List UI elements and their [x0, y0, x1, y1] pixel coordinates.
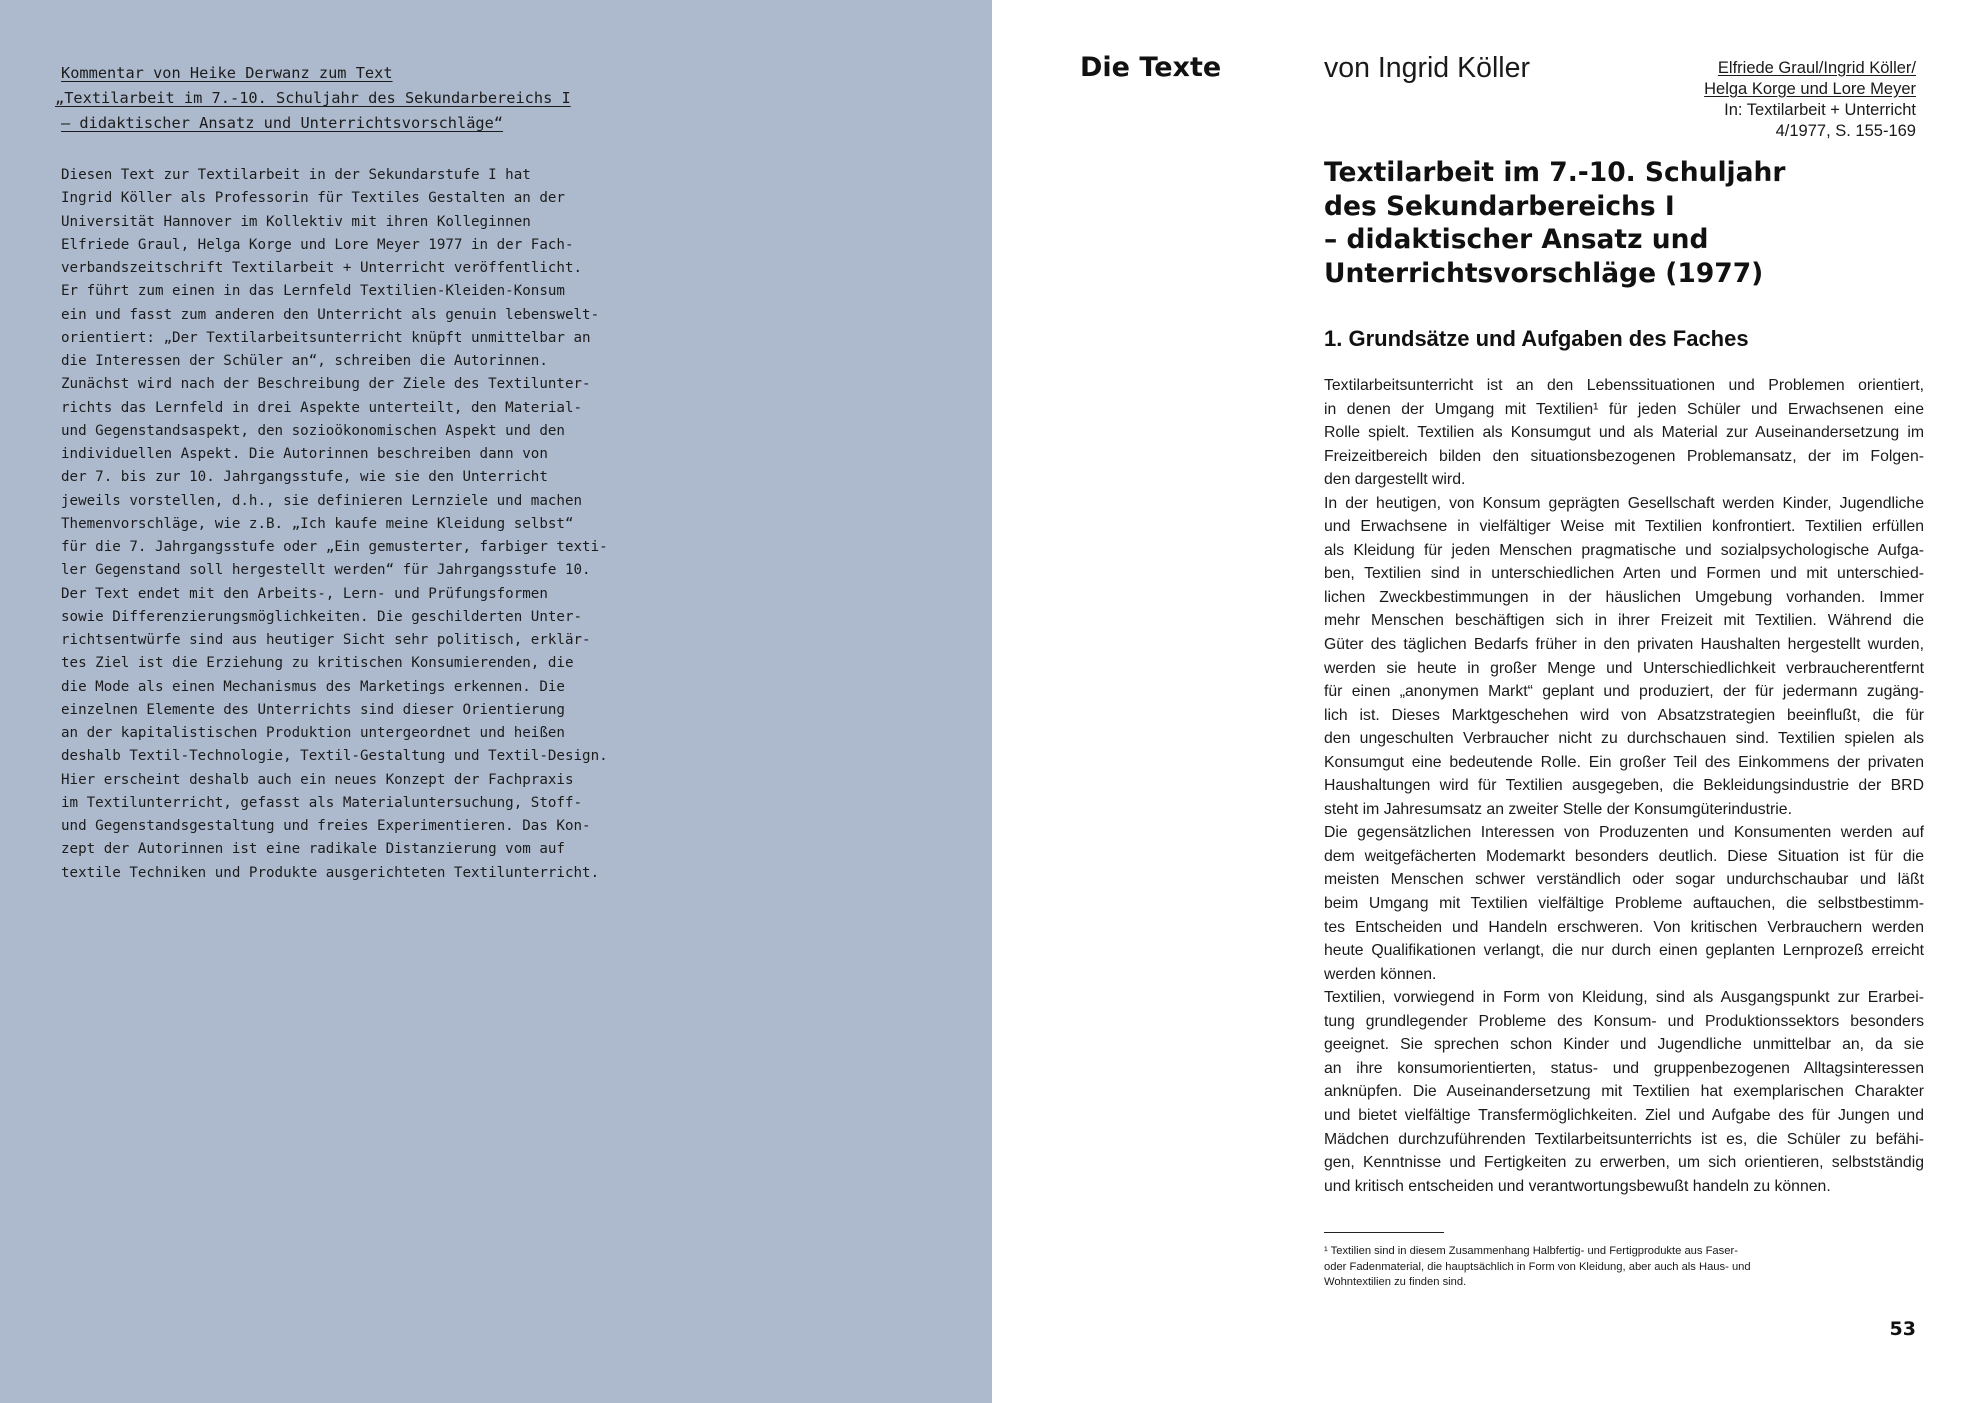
title-line: Textilarbeit im 7.-10. Schuljahr: [1324, 157, 1786, 188]
body-line: Haushaltungen wird für Textilien ausgegeben, die Bekleidungsindustrie der BRD: [1324, 777, 1924, 795]
commentary-body: [61, 164, 621, 885]
body-line: Konsumgut eine bedeutende Rolle. Ein großer Teil des Einkommens der privaten: [1324, 753, 1924, 771]
commentary-line: die Interessen der Schüler an“, schreiben die Autorinnen.: [61, 353, 548, 369]
body-line: tung grundlegender Probleme des Konsum- und Produktionssektors besonders: [1324, 1012, 1924, 1030]
source-line: Helga Korge und Lore Meyer: [1704, 80, 1916, 98]
commentary-line: richtsentwürfe sind aus heutiger Sicht sehr politisch, erklär-: [61, 632, 591, 648]
commentary-line: Er führt zum einen in das Lernfeld Textilien-Kleiden-Konsum: [61, 283, 565, 300]
commentary-line: die Mode als einen Mechanismus des Marketings erkennen. Die: [61, 678, 565, 695]
body-line: Die gegensätzlichen Interessen von Produzenten und Konsumenten werden auf: [1324, 824, 1924, 842]
footnote-line: ¹ Textilien sind in diesem Zusammenhang Halbfertig- und Fertigprodukte aus Faser-: [1324, 1245, 1738, 1257]
body-line: Textilien, vorwiegend in Form von Kleidung, sind als Ausgangspunkt zur Erarbei-: [1324, 989, 1924, 1007]
title-line: – didaktischer Ansatz und: [1324, 224, 1709, 255]
author-label: von Ingrid Köller: [1324, 52, 1530, 84]
commentary-line: einzelnen Elemente des Unterrichts sind dieser Orientierung: [61, 701, 565, 718]
body-line: mehr Menschen beschäftigen sich in ihrer Freizeit mit Textilien. Während die: [1324, 612, 1924, 630]
commentary-line: Themenvorschläge, wie z.B. „Ich kaufe meine Kleidung selbst“: [61, 515, 574, 532]
body-line: steht im Jahresumsatz an zweiter Stelle der Konsumgüterindustrie.: [1324, 800, 1792, 818]
body-line: Textilarbeitsunterricht ist an den Lebenssituationen und Problemen orientiert,: [1324, 377, 1924, 394]
commentary-heading: [55, 61, 621, 136]
body-line: gen, Kenntnisse und Fertigkeiten zu erwerben, um sich orientieren, selbstständig: [1324, 1154, 1924, 1172]
body-line: und Erwachsene in vielfältiger Weise mit Textilien konfrontiert. Textilien erfüllen: [1324, 518, 1924, 536]
commentary-line: richts das Lernfeld in drei Aspekte unterteilt, den Material-: [61, 399, 583, 416]
body-line: Freizeitbereich bilden den situationsbezogenen Problemansatz, der im Folgen-: [1324, 447, 1924, 465]
commentary-heading-line: Kommentar von Heike Derwanz zum Text: [61, 64, 393, 82]
section-heading: 1. Grundsätze und Aufgaben des Faches: [1324, 326, 1749, 351]
body-line: meisten Menschen schwer verständlich oder sogar undurchschaubar und läßt: [1324, 871, 1924, 889]
footnote-line: Wohntextilien zu finden sind.: [1324, 1276, 1467, 1288]
commentary-line: Ingrid Köller als Professorin für Textiles Gestalten an der: [61, 190, 565, 207]
body-line: werden sie heute in großer Menge und Unterschiedlichkeit verbraucherentfernt: [1324, 659, 1924, 677]
title-line: des Sekundarbereichs I: [1324, 190, 1675, 222]
body-line: den dargestellt wird.: [1324, 471, 1466, 489]
body-line: dem weitgefächerten Modemarkt besonders deutlich. Diese Situation ist für die: [1324, 847, 1924, 865]
commentary-line: ler Gegenstand soll hergestellt werden“ für Jahrgangsstufe 10.: [61, 562, 591, 579]
body-text: [1324, 374, 1924, 1198]
body-line: werden können.: [1324, 965, 1437, 983]
commentary-line: sowie Differenzierungsmöglichkeiten. Die geschilderten Unter-: [61, 608, 583, 625]
commentary-line: jeweils vorstellen, d.h., sie definieren Lernziele und machen: [61, 492, 583, 509]
commentary-line: Universität Hannover im Kollektiv mit ihren Kolleginnen: [61, 213, 531, 230]
body-line: Güter des täglichen Bedarfs früher in den privaten Haushalten hergestellt wurden,: [1324, 636, 1924, 654]
body-line: geeignet. Sie sprechen schon Kinder und Jugendliche unmittelbar an, da sie: [1324, 1036, 1924, 1054]
footnote-line: oder Fadenmaterial, die hauptsächlich in Form von Kleidung, aber auch als Haus- und: [1324, 1260, 1751, 1273]
commentary-heading-line: – didaktischer Ansatz und Unterrichtsvorschläge“: [61, 114, 504, 132]
commentary-line: Der Text endet mit den Arbeits-, Lern- und Prüfungsformen: [61, 585, 548, 602]
body-line: an ihre konsumorientierten, status- und gruppenbezogenen Alltagsinteressen: [1324, 1059, 1924, 1077]
section-label: Die Texte: [1080, 52, 1222, 83]
commentary-line: deshalb Textil-Technologie, Textil-Gestaltung und Textil-Design.: [61, 748, 608, 765]
source-line: 4/1977, S. 155-169: [1775, 122, 1916, 140]
body-line: als Kleidung für jeden Menschen pragmatische und sozialpsychologische Aufga-: [1324, 541, 1924, 559]
body-line: ben, Textilien sind in unterschiedlichen Arten und Formen und mit unterschied-: [1324, 565, 1924, 583]
body-line: und bietet vielfältige Transfermöglichkeiten. Ziel und Aufgabe des für Jungen und: [1324, 1106, 1924, 1124]
text-title: [1324, 156, 1884, 290]
source-line: In: Textilarbeit + Unterricht: [1724, 101, 1916, 119]
body-line: anknüpfen. Die Auseinandersetzung mit Textilien hat exemplarischen Charakter: [1324, 1083, 1924, 1101]
commentary-line: Zunächst wird nach der Beschreibung der Ziele des Textilunter-: [61, 376, 591, 393]
commentary-line: der 7. bis zur 10. Jahrgangsstufe, wie sie den Unterricht: [61, 469, 548, 486]
commentary-line: tes Ziel ist die Erziehung zu kritischen Konsumierenden, die: [61, 655, 574, 672]
title-line: Unterrichtsvorschläge (1977): [1324, 257, 1764, 289]
commentary-line: orientiert: „Der Textilarbeitsunterricht knüpft unmittelbar an: [61, 329, 591, 346]
footnote-divider: [1324, 1232, 1444, 1233]
body-line: Rolle spielt. Textilien als Konsumgut und als Material zur Auseinandersetzung im: [1324, 424, 1924, 442]
body-line: Mädchen durchzuführenden Textilarbeitsunterrichts ist es, die Schüler zu befähi-: [1324, 1130, 1924, 1148]
body-line: lich ist. Dieses Marktgeschehen wird von Absatzstrategien beeinflußt, die für: [1324, 706, 1924, 724]
right-page-text: [992, 0, 1984, 1403]
commentary-line: individuellen Aspekt. Die Autorinnen beschreiben dann von: [61, 446, 548, 462]
body-line: beim Umgang mit Textilien vielfältige Probleme auftauchen, die selbstbestimm-: [1324, 895, 1924, 913]
commentary-line: zept der Autorinnen ist eine radikale Distanzierung vom auf: [61, 841, 565, 858]
source-reference: [1616, 58, 1916, 142]
commentary-line: an der kapitalistischen Produktion untergeordnet und heißen: [61, 725, 565, 741]
commentary-line: im Textilunterricht, gefasst als Materialuntersuchung, Stoff-: [61, 794, 583, 811]
commentary-line: ein und fasst zum anderen den Unterricht als genuin lebenswelt-: [61, 306, 600, 323]
commentary-line: und Gegenstandsaspekt, den sozioökonomischen Aspekt und den: [61, 422, 565, 439]
body-line: und kritisch entscheiden und verantwortungsbewußt handeln zu können.: [1324, 1177, 1831, 1195]
body-line: in denen der Umgang mit Textilien¹ für jeden Schüler und Erwachsenen eine: [1324, 400, 1924, 418]
commentary-line: für die 7. Jahrgangsstufe oder „Ein gemusterter, farbiger texti-: [61, 539, 608, 555]
footnote: [1324, 1244, 1804, 1291]
body-line: tes Entscheiden und Handeln erschweren. Von kritischen Verbrauchern werden: [1324, 918, 1924, 936]
body-line: heute Qualifikationen verlangt, die nur durch einen geplanten Lernprozeß erreicht: [1324, 942, 1924, 960]
body-line: für einen „anonymen Markt“ geplant und produziert, der für jedermann zugäng-: [1324, 683, 1924, 701]
body-line: lichen Zweckbestimmungen in der häuslichen Umgebung vorhanden. Immer: [1324, 588, 1924, 606]
commentary-line: Elfriede Graul, Helga Korge und Lore Meyer 1977 in der Fach-: [61, 236, 574, 253]
commentary-line: textile Techniken und Produkte ausgerichteten Textilunterricht.: [61, 864, 600, 881]
commentary-line: Hier erscheint deshalb auch ein neues Konzept der Fachpraxis: [61, 771, 574, 788]
commentary-line: und Gegenstandsgestaltung und freies Experimentieren. Das Kon-: [61, 818, 591, 834]
body-line: In der heutigen, von Konsum geprägten Gesellschaft werden Kinder, Jugendliche: [1324, 494, 1924, 512]
commentary-heading-line: „Textilarbeit im 7.-10. Schuljahr des Sekundarbereichs I: [55, 89, 571, 107]
body-line: den ungeschulten Verbraucher nicht zu durchschauen sind. Textilien spielen als: [1324, 730, 1924, 748]
source-line: Elfriede Graul/Ingrid Köller/: [1717, 59, 1916, 77]
commentary-line: Diesen Text zur Textilarbeit in der Sekundarstufe I hat: [61, 167, 531, 183]
commentary-line: verbandszeitschrift Textilarbeit + Unterricht veröffentlicht.: [61, 260, 583, 276]
page-number: 53: [1889, 1318, 1916, 1340]
